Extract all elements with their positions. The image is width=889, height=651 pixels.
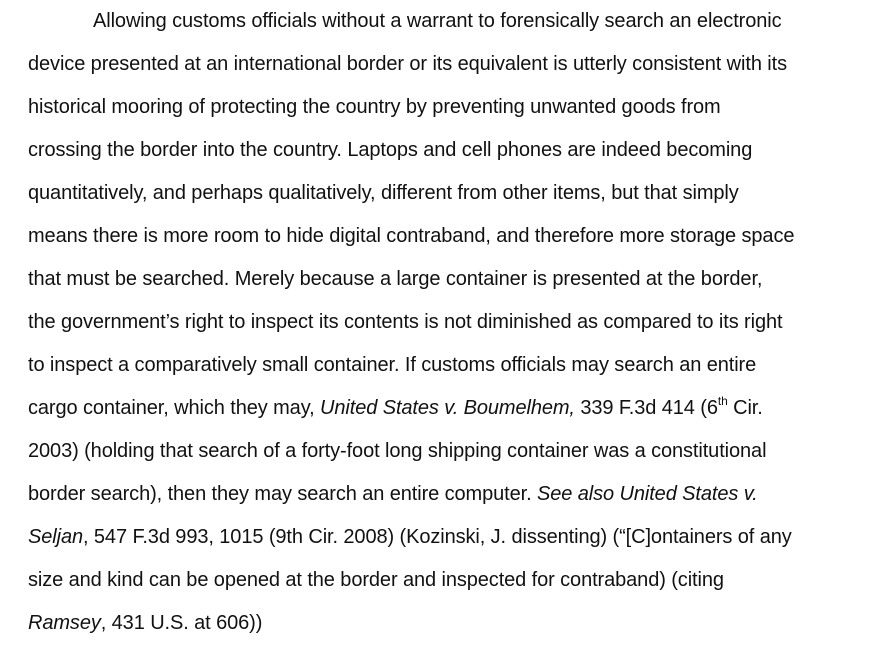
line-text: 339 F.3d 414 (6 xyxy=(574,397,718,419)
case-name: Ramsey xyxy=(28,612,101,634)
paragraph-line-1 xyxy=(93,9,782,33)
ordinal-superscript: th xyxy=(717,394,728,409)
line-text: Allowing customs officials without a warrant to forensically search an electronic xyxy=(93,10,782,32)
paragraph-line-11 xyxy=(28,439,766,463)
line-text: , 431 U.S. at 606)) xyxy=(100,612,263,634)
line-text: , 547 F.3d 993, 1015 (9th Cir. 2008) (Kozinski, J. dissenting) (“[C]ontainers of any xyxy=(83,526,792,548)
line-text: the government’s right to inspect its contents is not diminished as compared to its right xyxy=(28,311,783,333)
paragraph-line-6 xyxy=(28,224,794,248)
paragraph-line-9 xyxy=(28,353,756,377)
line-text: size and kind can be opened at the border and inspected for contraband) (citing xyxy=(28,569,724,591)
paragraph-line-2 xyxy=(28,52,787,76)
paragraph-line-8 xyxy=(28,310,782,334)
line-text: border search), then they may search an entire computer. xyxy=(28,483,538,505)
line-text: 2003) (holding that search of a forty-foot long shipping container was a constitutional xyxy=(28,440,767,462)
line-text: Cir. xyxy=(727,397,763,419)
line-text: that must be searched. Merely because a large container is presented at the border, xyxy=(28,268,763,290)
line-text: means there is more room to hide digital contraband, and therefore more storage space xyxy=(28,225,795,247)
case-name: Seljan xyxy=(28,526,83,548)
case-citation: United States v. Boumelhem, xyxy=(320,397,575,419)
line-text: crossing the border into the country. Laptops and cell phones are indeed becoming xyxy=(28,139,753,161)
line-text: to inspect a comparatively small container. If customs officials may search an entire xyxy=(28,354,757,376)
paragraph-line-12 xyxy=(28,482,758,506)
paragraph-line-13 xyxy=(28,525,792,549)
paragraph-line-10 xyxy=(28,396,763,420)
paragraph-line-3 xyxy=(28,95,721,119)
line-text: quantitatively, and perhaps qualitatively, different from other items, but that simply xyxy=(28,182,739,204)
line-text: cargo container, which they may, xyxy=(28,397,321,419)
paragraph-line-14 xyxy=(28,568,724,592)
paragraph-line-4 xyxy=(28,138,752,162)
paragraph-line-7 xyxy=(28,267,762,291)
see-also-citation: See also United States v. xyxy=(537,483,758,505)
paragraph-line-5 xyxy=(28,181,739,205)
line-text: device presented at an international border or its equivalent is utterly consistent with its xyxy=(28,53,787,75)
line-text: historical mooring of protecting the country by preventing unwanted goods from xyxy=(28,96,721,118)
paragraph-line-15 xyxy=(28,611,262,635)
